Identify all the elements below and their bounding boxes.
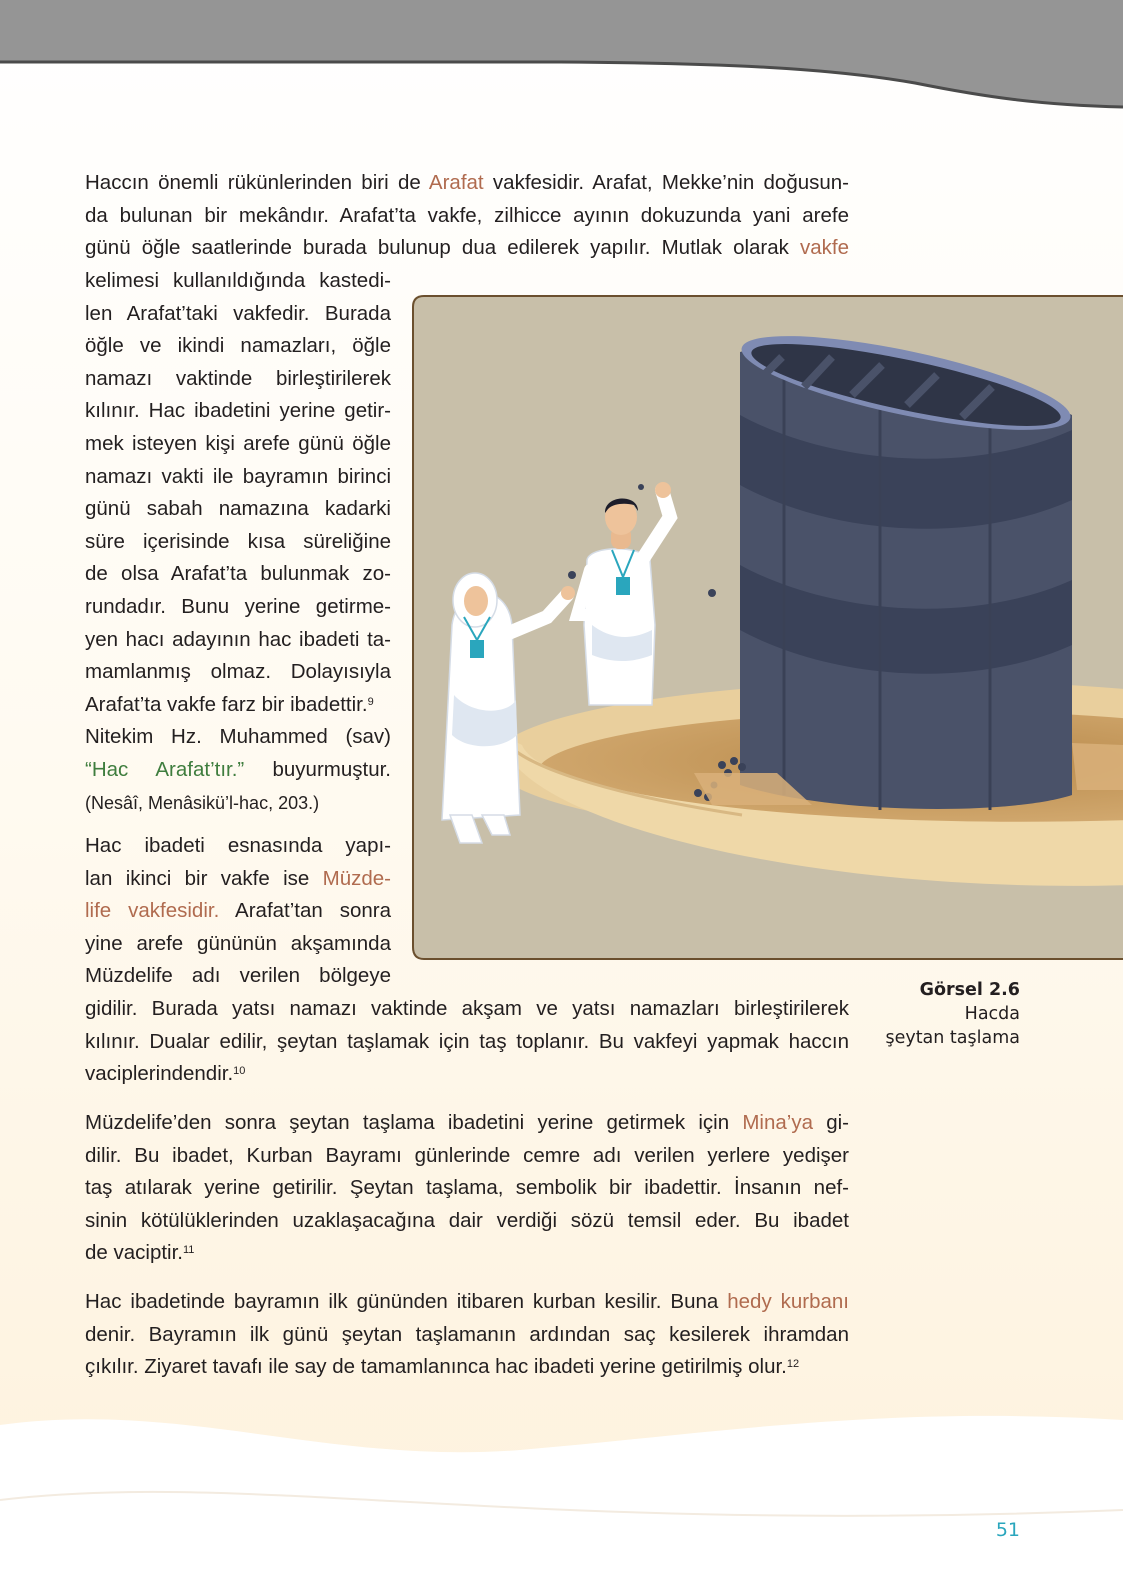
text-fragment: da bulunan bir mekândır. Arafat’ta vakfe, zilhicce ayının dokuzunda yani arefe	[85, 203, 849, 227]
text-line: mek isteyen kişi arefe günü öğle	[85, 431, 391, 455]
text-fragment: gi-	[812, 1111, 849, 1134]
text-line: de olsa Arafat’ta bulunmak zo-	[85, 562, 391, 586]
text-line: Hac ibadeti esnasında yapı-	[85, 834, 391, 857]
text-line: mamlanmış olmaz. Dolayısıyla	[85, 660, 391, 684]
text-line: yen hacı adayının hac ibadeti ta-	[85, 627, 391, 651]
text-line: rundadır. Bunu yerine getirme-	[85, 594, 391, 618]
hadith-quote: “Hac Arafat’tır.”	[85, 757, 245, 781]
text-fragment: Arafat’tan sonra	[219, 899, 391, 923]
footnote-ref: 11	[183, 1244, 195, 1257]
text-line	[85, 167, 849, 200]
footnote-ref: 9	[367, 695, 374, 708]
caption-title: Görsel 2.6	[919, 980, 1020, 1000]
text-line	[85, 1286, 849, 1319]
paragraph-1-body	[85, 265, 391, 819]
text-fragment: vaciplerindendir.	[85, 1062, 234, 1086]
term-muzdelife-vakfesi: life vakfesidir.	[85, 899, 220, 923]
text-line: sinin kötülüklerinden uzaklaşacağına dair verdiği sözü temsil eder. Bu ibadet	[85, 1208, 849, 1232]
footnote-ref: 12	[786, 1358, 800, 1371]
text-line: süre içerisinde kısa süreliğine	[85, 529, 391, 553]
jamarat-pillar	[735, 317, 1077, 810]
paragraph-2-full	[85, 993, 849, 1091]
page-number: 51	[995, 1519, 1020, 1541]
paragraph-4	[85, 1286, 849, 1384]
text-fragment: vakfesidir. Arafat, Mekke’nin doğusun-	[483, 171, 849, 194]
text-line	[85, 1058, 849, 1091]
flying-pebble	[568, 571, 576, 579]
text-line: dilir. Bu ibadet, Kurban Bayramı günlerinde cemre adı verilen yerlere yedişer	[85, 1143, 849, 1167]
term-muzdelife: Müzde-	[322, 866, 391, 890]
term-hedy-kurbani: hedy kurbanı	[727, 1290, 849, 1313]
text-line: Nitekim Hz. Muhammed (sav)	[85, 725, 391, 749]
text-line	[85, 863, 391, 896]
text-line: namazı vaktinde birleştirilerek	[85, 366, 391, 390]
caption-line: Hacda	[964, 1004, 1020, 1024]
text-line	[85, 1107, 849, 1140]
paragraph-1-intro	[85, 167, 849, 265]
text-fragment: Müzdelife’den sonra şeytan taşlama ibadetini yerine getirmek için	[85, 1111, 743, 1134]
term-mina: Mina’ya	[742, 1111, 813, 1134]
text-fragment: günü öğle saatlerinde burada bulunup dua edilerek yapılır. Mutlak olarak	[85, 236, 800, 260]
text-line: yine arefe gününün akşamında	[85, 931, 391, 955]
text-fragment: Arafat’ta vakfe farz bir ibadettir.	[85, 692, 368, 716]
flying-pebble	[638, 484, 644, 490]
text-fragment: Hac ibadetinde bayramın ilk gününden itibaren kurban kesilir. Buna	[85, 1290, 728, 1313]
paragraph-2-narrow	[85, 830, 391, 993]
text-line: namazı vakti ile bayramın birinci	[85, 464, 391, 488]
text-line: öğle ve ikindi namazları, öğle	[85, 334, 391, 358]
text-line	[85, 200, 849, 233]
citation: (Nesâî, Menâsikü’l-hac, 203.)	[85, 792, 320, 813]
highlighted-term: Arafat	[428, 171, 484, 194]
text-line: len Arafat’taki vakfedir. Burada	[85, 301, 391, 325]
text-line: denir. Bayramın ilk günü şeytan taşlamanın ardından saç kesilerek ihramdan	[85, 1322, 849, 1346]
text-fragment: çıkılır. Ziyaret tavafı ile say de tamamlanınca hac ibadeti yerine getirilmiş olur.	[85, 1355, 787, 1379]
text-line: taş atılarak yerine getirilir. Şeytan taşlama, sembolik bir ibadettir. İnsanın nef-	[85, 1176, 849, 1200]
paragraph-3	[85, 1107, 849, 1270]
text-fragment: buyurmuştur.	[244, 757, 391, 781]
text-line	[85, 1237, 849, 1270]
figure-caption	[864, 978, 1020, 1050]
caption-line: şeytan taşlama	[885, 1028, 1020, 1048]
text-fragment: de vaciptir.	[85, 1241, 183, 1265]
text-line	[85, 1351, 849, 1384]
footnote-ref: 10	[233, 1065, 246, 1078]
flying-pebble	[708, 589, 716, 597]
highlighted-term: vakfe	[800, 236, 849, 260]
text-line: Müzdelife adı verilen bölgeye	[85, 964, 391, 988]
text-fragment: Haccın önemli rükünlerinden biri de	[85, 171, 429, 194]
text-line	[85, 754, 391, 787]
text-line: kılınır. Dualar edilir, şeytan taşlamak için taş toplanır. Bu vakfeyi yapmak haccın	[85, 1029, 849, 1053]
text-line	[85, 689, 391, 722]
text-line: kılınır. Hac ibadetini yerine getir-	[85, 399, 391, 423]
text-line: günü sabah namazına kadarki	[85, 497, 391, 521]
text-fragment: lan ikinci bir vakfe ise	[85, 866, 323, 890]
text-line: gidilir. Burada yatsı namazı vaktinde akşam ve yatsı namazları birleştirilerek	[85, 997, 849, 1020]
stoning-illustration	[412, 295, 1123, 962]
text-line	[85, 895, 391, 928]
text-line: kelimesi kullanıldığında kastedi-	[85, 269, 391, 292]
text-line	[85, 232, 849, 265]
